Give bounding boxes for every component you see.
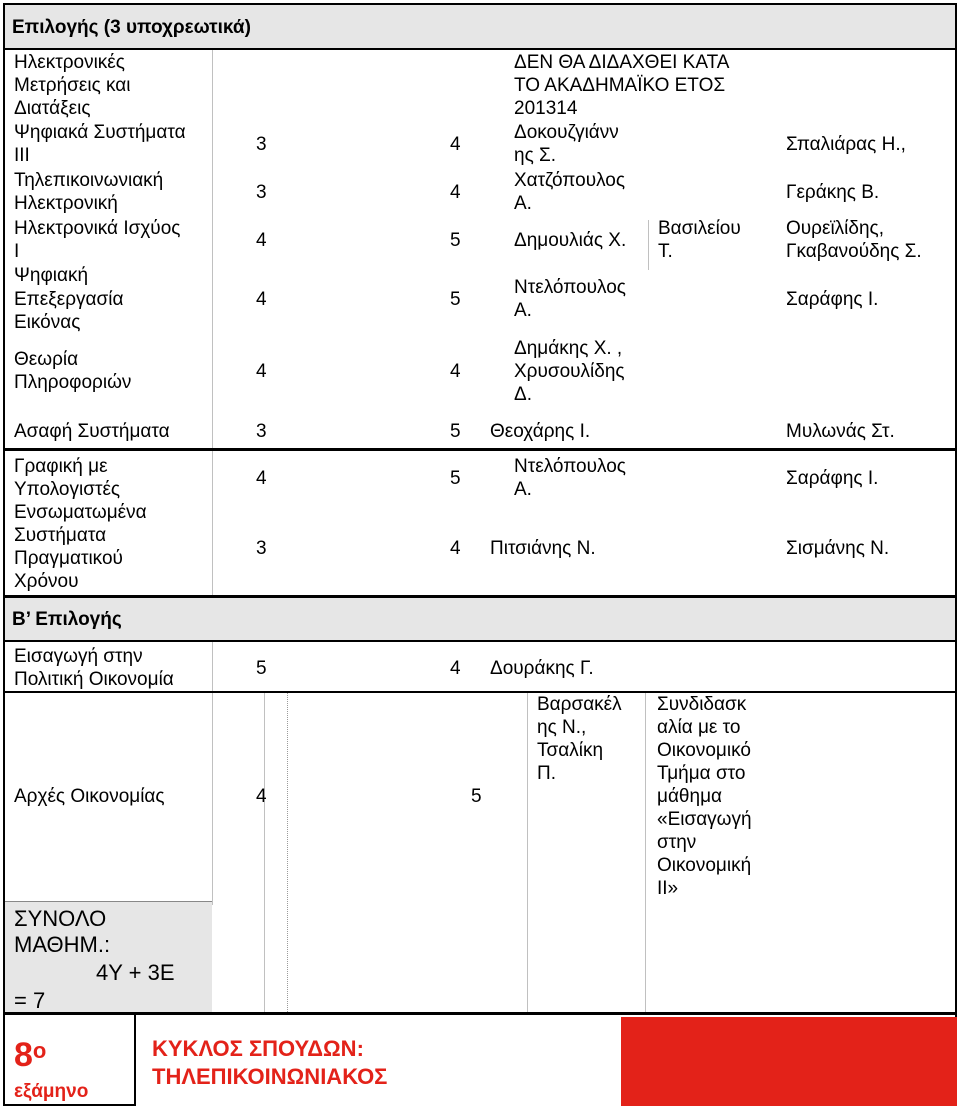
professor: Χρυσουλίδης [514, 361, 625, 382]
professor: Πιτσιάνης Ν. [490, 538, 596, 559]
lecture-hours: 4 [256, 786, 267, 807]
professor: 201314 [514, 98, 578, 119]
semester-sup: ο [32, 1038, 47, 1063]
lecture-hours: 3 [256, 421, 267, 442]
note: μάθημα [657, 786, 722, 807]
note: «Εισαγωγή [657, 809, 752, 830]
course-name: Ηλεκτρονικές [14, 52, 125, 73]
professor: Α. [514, 300, 532, 321]
course-name: Μετρήσεις και [14, 75, 131, 96]
course-name: Ηλεκτρονικά Ισχύος [14, 218, 181, 239]
professor: Δημουλιάς Χ. [514, 230, 627, 251]
course-name: Εισαγωγή στην [14, 646, 143, 667]
course-name: ΙΙΙ [14, 145, 30, 166]
professor: Ντελόπουλος [514, 277, 626, 298]
note: στην [657, 832, 697, 853]
lecture-hours: 3 [256, 134, 267, 155]
course-name: Επεξεργασία [14, 289, 124, 310]
assistant: Σαράφης Ι. [786, 289, 879, 310]
lecture-hours: 4 [256, 468, 267, 489]
professor: Δοκουζγιάνν [514, 122, 619, 143]
professor: Α. [514, 193, 532, 214]
lab-hours: 4 [450, 658, 461, 679]
professor: Π. [537, 763, 556, 784]
assistant: Σαράφης Ι. [786, 468, 879, 489]
lab-hours: 5 [450, 230, 461, 251]
course-name: Αρχές Οικονομίας [14, 786, 165, 807]
professor: Χατζόπουλος [514, 170, 626, 191]
assistant: Γκαβανούδης Σ. [786, 241, 922, 262]
course-name: Ασαφή Συστήματα [14, 421, 170, 442]
lecture-hours: 4 [256, 361, 267, 382]
lecture-hours: 5 [256, 658, 267, 679]
total-value: = 7 [14, 988, 46, 1013]
accent-bar [621, 1017, 957, 1106]
course-name: Εικόνας [14, 312, 81, 333]
professor: Βαρσακέλ [537, 694, 622, 715]
course-name: Πραγματικού [14, 548, 123, 569]
lab-hours: 5 [450, 289, 461, 310]
professor: Δουράκης Γ. [490, 658, 594, 679]
course-name: Διατάξεις [14, 98, 91, 119]
lab-hours: 4 [450, 182, 461, 203]
lab-hours: 5 [450, 421, 461, 442]
note: αλία με το [657, 717, 741, 738]
professor: ΤΟ ΑΚΑΔΗΜΑΪΚΟ ΕΤΟΣ [514, 75, 726, 96]
course-name: Υπολογιστές [14, 479, 121, 500]
cycle-title-line1: ΚΥΚΛΟΣ ΣΠΟΥΔΩΝ: [152, 1036, 364, 1061]
lab-instructor: Βασιλείου [658, 218, 741, 239]
section-b-header-bg [5, 597, 955, 641]
semester-label: εξάμηνο [14, 1081, 89, 1102]
course-name: Θεωρία [14, 349, 79, 370]
note: ΙΙ» [657, 878, 679, 899]
note: Οικονομική [657, 855, 752, 876]
course-name: Ψηφιακή [14, 265, 89, 286]
course-name: Γραφική με [14, 456, 108, 477]
professor: Α. [514, 479, 532, 500]
course-name: Ψηφιακά Συστήματα [14, 122, 186, 143]
course-name: Ι [14, 241, 20, 262]
note: Συνδιδασκ [657, 694, 747, 715]
course-name: Συστήματα [14, 525, 107, 546]
course-name: Ενσωματωμένα [14, 502, 147, 523]
assistant: Γεράκης Β. [786, 182, 880, 203]
lecture-hours: 4 [256, 289, 267, 310]
lecture-hours: 3 [256, 538, 267, 559]
professor: Τσαλίκη [537, 740, 604, 761]
professor: Θεοχάρης Ι. [490, 421, 591, 442]
course-name: Ηλεκτρονική [14, 193, 118, 214]
section-a-header: Επιλογής (3 υποχρεωτικά) [12, 17, 251, 38]
course-name: Τηλεπικοινωνιακή [14, 170, 164, 191]
section-b-header: Β’ Επιλογής [12, 609, 122, 630]
course-name: Χρόνου [14, 571, 79, 592]
professor: ΔΕΝ ΘΑ ΔΙΔΑΧΘΕΙ ΚΑΤΑ [514, 52, 730, 73]
lab-instructor: Τ. [658, 241, 673, 262]
professor: Ντελόπουλος [514, 456, 626, 477]
lab-hours: 4 [450, 134, 461, 155]
semester-num: 8 [14, 1036, 33, 1074]
total-value: 4Υ + 3Ε [96, 960, 175, 985]
assistant: Σπαλιάρας Η., [786, 134, 906, 155]
lecture-hours: 3 [256, 182, 267, 203]
professor: ης Ν., [537, 717, 587, 738]
total-label: ΜΑΘΗΜ.: [14, 932, 111, 957]
course-name: Πληροφοριών [14, 372, 132, 393]
professor: Δ. [514, 384, 532, 405]
note: Τμήμα στο [657, 763, 746, 784]
professor: ης Σ. [514, 145, 557, 166]
course-name: Πολιτική Οικονομία [14, 669, 174, 690]
assistant: Σισμάνης Ν. [786, 538, 890, 559]
total-label: ΣΥΝΟΛΟ [14, 906, 107, 931]
assistant: Ουρεϊλίδης, [786, 218, 884, 239]
assistant: Μυλωνάς Στ. [786, 421, 895, 442]
lab-hours: 4 [450, 538, 461, 559]
lab-hours: 5 [450, 468, 461, 489]
professor: Δημάκης Χ. , [514, 338, 623, 359]
lab-hours: 4 [450, 361, 461, 382]
semester-number [14, 1036, 46, 1074]
lab-hours: 5 [471, 786, 482, 807]
note: Οικονομικό [657, 740, 751, 761]
lecture-hours: 4 [256, 230, 267, 251]
cycle-title-line2: ΤΗΛΕΠΙΚΟΙΝΩΝΙΑΚΟΣ [152, 1064, 388, 1089]
